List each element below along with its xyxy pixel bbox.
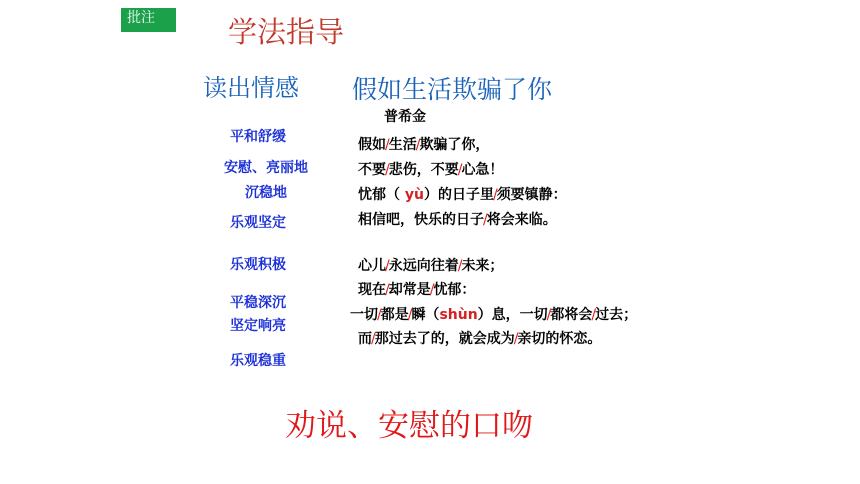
emotion-label: 平和舒缓 bbox=[230, 129, 286, 145]
emotion-label: 坚定响亮 bbox=[230, 318, 286, 334]
annotation-badge[interactable]: 批注 bbox=[121, 8, 176, 32]
poem-line: 假如/生活/欺骗了你， bbox=[358, 137, 490, 153]
poem-line: 现在/却常是/忧郁： bbox=[358, 282, 476, 298]
poem-line: 相信吧，快乐的日子/将会来临。 bbox=[358, 212, 557, 228]
poem-line: 心儿/永远向往着/未来； bbox=[358, 258, 504, 274]
pinyin: yù bbox=[404, 187, 424, 203]
emotion-label: 乐观坚定 bbox=[230, 215, 286, 231]
poem-line: 忧郁（ yù）的日子里/须要镇静： bbox=[358, 187, 567, 203]
poem-line: 一切/都是/瞬（shùn）息，一切/都将会/过去； bbox=[350, 307, 638, 323]
emotion-label: 乐观稳重 bbox=[230, 353, 286, 369]
emotion-label: 沉稳地 bbox=[245, 185, 287, 201]
poem-author: 普希金 bbox=[384, 109, 426, 125]
poem-title: 假如生活欺骗了你 bbox=[352, 75, 553, 104]
pinyin: shùn bbox=[439, 307, 478, 323]
emotion-label: 平稳深沉 bbox=[230, 295, 286, 311]
poem-line: 不要/悲伤，不要/心急！ bbox=[358, 162, 504, 178]
emotion-label: 安慰、亮丽地 bbox=[224, 160, 308, 176]
emotion-label: 乐观积极 bbox=[230, 257, 286, 273]
page-title: 学法指导 bbox=[228, 15, 345, 49]
poem-line: 而/那过去了的，就会成为/亲切的怀恋。 bbox=[358, 331, 602, 347]
read-emotion-heading: 读出情感 bbox=[203, 74, 299, 102]
tone-summary: 劝说、安慰的口吻 bbox=[285, 408, 533, 444]
